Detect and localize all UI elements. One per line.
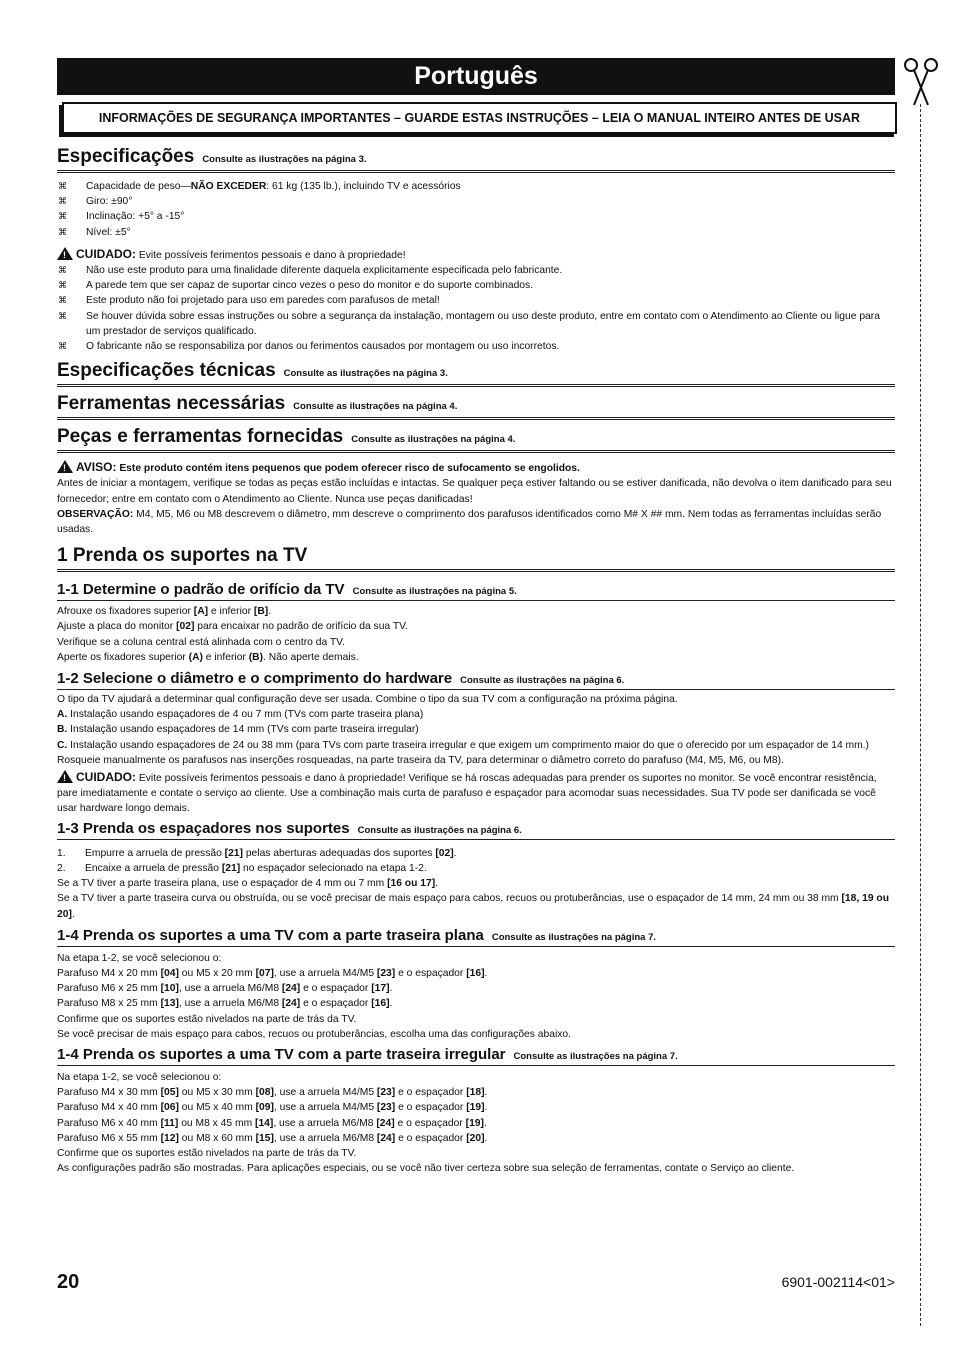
section-ref: Consulte as ilustrações na página 4. [293, 401, 458, 413]
s13-curved [57, 891, 895, 921]
option-line [57, 738, 895, 753]
bold-ref: [23] [376, 967, 396, 979]
body-line [57, 1116, 895, 1131]
text-run: e o espaçador [395, 1087, 467, 1099]
text-run: Se a TV tiver a parte traseira plana, use o espaçador de 4 mm ou 7 mm [57, 878, 388, 890]
s13-steps [57, 846, 895, 876]
text-run: Parafuso M4 x 30 mm [57, 1087, 161, 1099]
text-run: . [484, 1102, 488, 1114]
document-code: 6901-002114<01> [781, 1274, 895, 1290]
list-item: ⌘ Não use este produto para uma finalidade diferente daquela explicitamente especificada pelo fabricante. [57, 263, 895, 278]
text-run: ou M5 x 40 mm [178, 1102, 256, 1114]
caution-text: Evite possíveis ferimentos pessoais e dano à propriedade! [136, 249, 406, 261]
warning-label: AVISO: [76, 460, 117, 475]
note-text: M4, M5, M6 ou M8 descrevem o diâmetro, mm descreve o comprimento dos parafusos identificados como M# X ## mm. Nem todas as ferramentas incluídas serão usadas. [57, 508, 882, 536]
text-run: . [268, 606, 272, 618]
text-run: Encaixe a arruela de pressão [85, 862, 222, 874]
bold-ref: [16] [466, 967, 485, 979]
bold-ref: [13] [160, 998, 179, 1010]
body-line [57, 635, 895, 650]
list-item [57, 209, 895, 224]
text-run: , use a arruela M6/M8 [273, 1117, 377, 1129]
text-run: . [389, 983, 393, 995]
body-line [57, 604, 895, 619]
subsection-1-1-body [57, 604, 895, 665]
s12-rosqueie: Rosqueie manualmente os parafusos nas inserções rosqueadas, na parte traseira da TV, para determinar o diâmetro correto do parafuso (M4, M5, M6, ou M8). [57, 754, 784, 766]
bold-ref: [11] [160, 1117, 179, 1129]
text-run: , use a arruela M4/M5 [273, 1102, 377, 1114]
bold-ref: [21] [221, 862, 241, 874]
warning-text: Este produto contém itens pequenos que podem oferecer risco de sufocamento se engolidos. [116, 463, 580, 475]
bold-ref: [18] [466, 1087, 485, 1099]
list-item [57, 179, 895, 194]
bold-ref: [05] [160, 1087, 179, 1099]
bold-ref: [12] [160, 1132, 179, 1144]
text-run: e inferior [208, 606, 254, 618]
subsection-ref: Consulte as ilustrações na página 7. [491, 931, 657, 943]
text-run: e inferior [202, 651, 249, 663]
step-number: 1. [57, 847, 66, 859]
section-title: Especificações [57, 146, 195, 167]
subsection-ref: Consulte as ilustrações na página 7. [513, 1050, 678, 1062]
s12-intro: O tipo da TV ajudará a determinar qual configuração deve ser usada. Combine o tipo da sua TV com a configuração na próxima página. [57, 694, 678, 706]
text-run: Ajuste a placa do monitor [57, 621, 177, 633]
text-run: . [484, 967, 488, 979]
section-heading-step1 [57, 545, 895, 572]
body-line [57, 1146, 895, 1161]
option-key: B. [57, 724, 68, 736]
subsection-title: 1-4 Prenda os suportes a uma TV com a parte traseira plana [57, 926, 484, 944]
text-run: Aperte os fixadores superior [57, 651, 189, 663]
bold-ref: [09] [255, 1102, 274, 1114]
bold-ref: [17] [371, 983, 390, 995]
section-title: 1 Prenda os suportes na TV [57, 545, 308, 567]
body-line [57, 1070, 895, 1085]
bold-ref: [23] [376, 1102, 396, 1114]
section-ref: Consulte as ilustrações na página 3. [202, 154, 367, 165]
text-run: , use a arruela M4/M5 [273, 1087, 377, 1099]
text-run: , use a arruela M4/M5 [273, 967, 377, 979]
subsection-ref: Consulte as ilustrações na página 5. [352, 586, 517, 598]
parts-paragraph: Antes de iniciar a montagem, verifique se todas as peças estão incluídas e intactas. Se qualquer peça estiver faltando ou se estiver danificada, não devolva o item danificado para seu fornecedor; entre em contato com o Atendimento ao Cliente. Nunca use peças danificadas! [57, 478, 892, 505]
warning-triangle-icon [57, 770, 73, 783]
bold-ref: [19] [465, 1117, 484, 1129]
page-content [57, 58, 895, 1176]
text-run: Na etapa 1-2, se você selecionou o: [57, 1071, 222, 1083]
option-line [57, 722, 895, 737]
caution-label: CUIDADO: [76, 770, 136, 785]
section-title: Peças e ferramentas fornecidas [57, 426, 344, 448]
s13-flat [57, 876, 895, 891]
text-run: , use a arruela M6/M8 [178, 983, 282, 995]
text-run: pelas aberturas adequadas dos suportes [242, 847, 436, 859]
bold-ref: [04] [160, 967, 179, 979]
text-run: e o espaçador [395, 1102, 467, 1114]
text-run: Se você precisar de mais espaço para cabos, recuos ou protuberâncias, escolha uma das configurações abaixo. [57, 1028, 571, 1040]
subsection-ref: Consulte as ilustrações na página 6. [357, 824, 522, 836]
list-item [57, 194, 895, 209]
subsection-heading-1-2 [57, 670, 895, 690]
text-run: . [483, 1117, 487, 1129]
page-title: Português [57, 58, 895, 95]
subsection-heading-1-3 [57, 820, 895, 840]
body-line [57, 650, 895, 665]
text-run: e o espaçador [300, 998, 372, 1010]
numbered-step [57, 846, 895, 861]
subsection-title: 1-4 Prenda os suportes a uma TV com a parte traseira irregular [57, 1045, 506, 1063]
text-run: Nível: ±5° [86, 226, 131, 238]
text-run: e o espaçador [300, 983, 372, 995]
bold-ref: [24] [281, 998, 301, 1010]
text-run: Parafuso M6 x 25 mm [57, 983, 161, 995]
bold-ref: [14] [255, 1117, 274, 1129]
bold-ref: [07] [255, 967, 274, 979]
text-run: Parafuso M4 x 20 mm [57, 967, 161, 979]
text-run: . [484, 1132, 488, 1144]
text-run: e o espaçador [395, 967, 467, 979]
section-heading-parts [57, 426, 895, 453]
text-run: Inclinação: +5° a -15° [86, 211, 185, 223]
bold-ref: [16] [371, 998, 390, 1010]
subsection-1-4-irregular-body [57, 1070, 895, 1176]
subsection-title: 1-3 Prenda os espaçadores nos suportes [57, 819, 350, 837]
note-line [57, 507, 895, 537]
subsection-1-3-body [57, 846, 895, 922]
section-heading-specs [57, 146, 895, 173]
text-run: para encaixar no padrão de orifício da sua TV. [194, 621, 408, 633]
section-title: Ferramentas necessárias [57, 393, 286, 415]
list-item [57, 225, 895, 240]
numbered-step [57, 861, 895, 876]
subsection-1-4-flat-body [57, 951, 895, 1042]
bold-ref: (A) [188, 651, 203, 663]
warning-line [57, 460, 895, 476]
note-label: OBSERVAÇÃO: [57, 508, 134, 520]
bold-ref: [15] [255, 1132, 274, 1144]
subsection-ref: Consulte as ilustrações na página 6. [460, 675, 625, 687]
list-item: ⌘ A parede tem que ser capaz de suportar cinco vezes o peso do monitor e do suporte combinados. [57, 278, 895, 293]
bold-ref: [06] [160, 1102, 179, 1114]
section-ref: Consulte as ilustrações na página 4. [351, 434, 516, 446]
bold-ref: [24] [281, 983, 301, 995]
text-run: Parafuso M6 x 40 mm [57, 1117, 161, 1129]
text-run: Parafuso M6 x 55 mm [57, 1132, 161, 1144]
cut-line [920, 104, 921, 1326]
step-number: 2. [57, 862, 66, 874]
body-line [57, 1100, 895, 1115]
option-text: Instalação usando espaçadores de 4 ou 7 mm (TVs com parte traseira plana) [67, 709, 424, 721]
s12-options [57, 707, 895, 753]
caution-label: CUIDADO: [76, 246, 136, 261]
option-text: Instalação usando espaçadores de 24 ou 38 mm (para TVs com parte traseira irregular e que exigem um comprimento maior do que o oferecido por um espaçador de 14 mm.) [67, 739, 869, 751]
text-run: Verifique se a coluna central está alinhada com o centro da TV. [57, 636, 345, 648]
subsection-title: 1-2 Selecione o diâmetro e o comprimento do hardware [57, 670, 453, 688]
text-run: Giro: ±90° [86, 196, 133, 208]
body-line [57, 1027, 895, 1042]
bold-ref: [A] [193, 606, 209, 618]
body-line [57, 966, 895, 981]
option-line [57, 707, 895, 722]
subsection-heading-1-4-irregular [57, 1046, 895, 1066]
bold-ref: [16 ou 17] [387, 878, 436, 890]
list-item: ⌘ Este produto não foi projetado para uso em paredes com parafusos de metal! [57, 293, 895, 308]
bold-ref: [B] [253, 606, 269, 618]
safety-notice-box: INFORMAÇÕES DE SEGURANÇA IMPORTANTES – GUARDE ESTAS INSTRUÇÕES – LEIA O MANUAL INTEIRO ANTES DE USAR [62, 102, 897, 134]
section-title: Especificações técnicas [57, 360, 276, 382]
body-line [57, 981, 895, 996]
specs-list [57, 179, 895, 240]
text-run: e o espaçador [395, 1132, 467, 1144]
option-key: A. [57, 709, 68, 721]
specs-body [57, 179, 895, 354]
subsection-1-2-body [57, 692, 895, 817]
bold-ref: [10] [160, 983, 179, 995]
text-run: ou M5 x 30 mm [178, 1087, 256, 1099]
text-run: Na etapa 1-2, se você selecionou o: [57, 952, 222, 964]
text-run: . [435, 878, 439, 890]
warning-triangle-icon [57, 460, 73, 473]
bold-ref: [20] [466, 1132, 485, 1144]
subsection-heading-1-1 [57, 581, 895, 601]
text-run: e o espaçador [394, 1117, 466, 1129]
text-run: : 61 kg (135 lb.), incluindo TV e acessórios [266, 181, 461, 192]
text-run: , use a arruela M6/M8 [273, 1132, 377, 1144]
bold-ref: [02] [435, 847, 454, 859]
body-line [57, 1161, 895, 1176]
section-heading-tools [57, 393, 895, 420]
s12-caution [57, 770, 895, 817]
text-run: Capacidade de peso— [86, 181, 191, 192]
body-line [57, 619, 895, 634]
text-run: . [71, 908, 75, 920]
caution-list [57, 263, 895, 354]
bold-ref: [21] [224, 847, 243, 859]
warning-triangle-icon [57, 247, 73, 260]
body-line [57, 1085, 895, 1100]
bold-ref: [18, 19 ou 20] [57, 893, 889, 920]
text-run: . [389, 998, 393, 1010]
bold-ref: (B) [248, 651, 264, 663]
bold-ref: [24] [376, 1132, 396, 1144]
option-key: C. [57, 739, 68, 751]
text-run: . Não aperte demais. [263, 651, 359, 663]
text-run: As configurações padrão são mostradas. Para aplicações especiais, ou se você não tiver certeza sobre sua seleção de ferramentas, contate o Serviço ao cliente. [57, 1163, 795, 1175]
caution-line [57, 247, 895, 263]
text-run: Se a TV tiver a parte traseira curva ou obstruída, ou se você precisar de mais espaço para cabos, recuos ou protuberâncias, use o espaçador de 14 mm, 24 mm ou 38 mm [57, 893, 842, 905]
page-number: 20 [57, 1271, 80, 1293]
option-text: Instalação usando espaçadores de 14 mm (TVs com parte traseira irregular) [67, 724, 419, 736]
subsection-heading-1-4-flat [57, 927, 895, 947]
body-line [57, 951, 895, 966]
text-run: Confirme que os suportes estão nivelados na parte de trás da TV. [57, 1013, 357, 1025]
list-item: ⌘ O fabricante não se responsabiliza por danos ou ferimentos causados por montagem ou uso incorretos. [57, 339, 895, 354]
body-line [57, 996, 895, 1011]
subsection-title: 1-1 Determine o padrão de orifício da TV [57, 581, 345, 599]
parts-body [57, 460, 895, 537]
text-run: Empurre a arruela de pressão [85, 847, 225, 859]
bold-ref: [23] [376, 1087, 396, 1099]
bold-ref: [24] [376, 1117, 395, 1129]
caution-text: Evite possíveis ferimentos pessoais e dano à propriedade! Verifique se há roscas adequadas para prender os suportes no monitor. Se você encontrar resistência, pare imediatamente e contate o serviço ao cliente. Use a combinação mais curta de parafuso e espaçador para acomodar suas necessidades. Sua TV pode ser danificada se você usar hardware longo demais. [57, 773, 877, 815]
text-run: Parafuso M8 x 25 mm [57, 998, 161, 1010]
text-run: Confirme que os suportes estão nivelados na parte de trás da TV. [57, 1147, 357, 1159]
text-run: . [484, 1087, 488, 1099]
text-run: ou M8 x 45 mm [178, 1117, 256, 1129]
text-run: . [453, 847, 457, 859]
bold-ref: [02] [176, 621, 195, 633]
body-line [57, 1012, 895, 1027]
bold-ref: [19] [466, 1102, 485, 1114]
bold-ref: [08] [255, 1087, 274, 1099]
text-run: Parafuso M4 x 40 mm [57, 1102, 161, 1114]
body-line [57, 1131, 895, 1146]
text-run: Afrouxe os fixadores superior [57, 606, 194, 618]
bold-run: NÃO EXCEDER [190, 181, 267, 192]
text-run: ou M5 x 20 mm [178, 967, 256, 979]
scissors-icon [902, 57, 940, 107]
text-run: no espaçador selecionado na etapa 1-2. [240, 862, 427, 874]
list-item: ⌘ Se houver dúvida sobre essas instruções ou sobre a segurança da instalação, montagem ou uso deste produto, entre em contato com o Atendimento ao Cliente ou ligue para um prestador de serviços qualificado. [57, 309, 895, 339]
section-heading-tech-specs [57, 360, 895, 387]
text-run: ou M8 x 60 mm [178, 1132, 256, 1144]
text-run: , use a arruela M6/M8 [178, 998, 282, 1010]
section-ref: Consulte as ilustrações na página 3. [283, 368, 448, 380]
